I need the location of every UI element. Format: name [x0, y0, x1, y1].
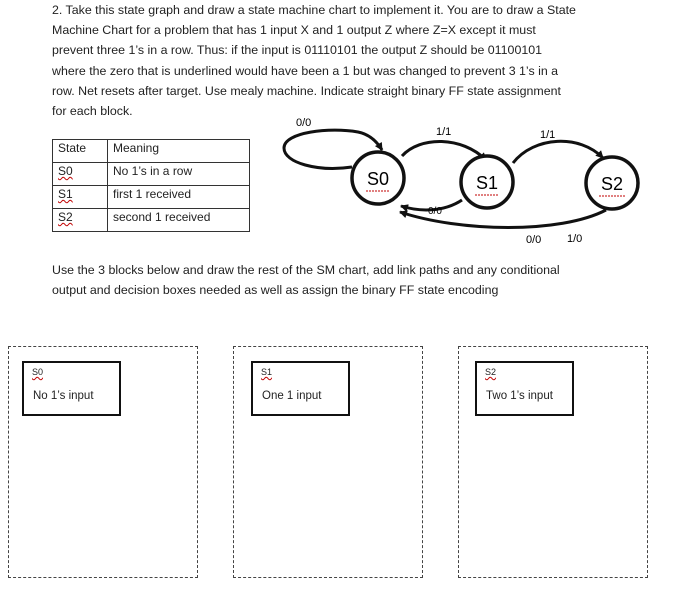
state-box-s0[interactable] [22, 361, 121, 416]
state-circle-label-s1: S1 [475, 173, 499, 193]
edge-s0-to-s1 [402, 141, 486, 160]
label-s2-to-s0-a: 0/0 [526, 234, 542, 246]
state-box-name-s1: S1 [261, 367, 273, 377]
table-meaning-cell: No 1’s in a row [108, 163, 250, 186]
block-s0[interactable] [8, 346, 198, 578]
label-s0-to-s1: 1/1 [436, 126, 452, 138]
table-header-state: State [53, 140, 108, 163]
edge-s1-to-s2 [513, 141, 603, 163]
table-meaning-cell: first 1 received [108, 186, 250, 209]
table-meaning-cell: second 1 received [108, 209, 250, 232]
state-graph [0, 0, 677, 260]
table-state-cell: S2 [58, 210, 73, 224]
problem-line-3: prevent three 1’s in a row. Thus: if the input is 01110101 the output Z should be 01100101 [52, 43, 543, 58]
state-box-label-s0: No 1’s input [33, 390, 94, 402]
problem-line-4: where the zero that is underlined would have been a 1 but was changed to prevent 3 1’s in a [52, 63, 559, 78]
state-box-label-s1: One 1 input [262, 390, 322, 402]
instructions [52, 260, 632, 300]
instruction-line-1: Use the 3 blocks below and draw the rest of the SM chart, add link paths and any conditional [52, 263, 560, 277]
state-circle-label-s0: S0 [366, 169, 390, 189]
problem-line-5: row. Net resets after target. Use mealy machine. Indicate straight binary FF state assignment [52, 83, 561, 98]
block-s1[interactable] [233, 346, 423, 578]
problem-line-6: for each block. [52, 104, 133, 119]
state-box-s2[interactable] [475, 361, 574, 416]
label-s2-to-s0-b: 1/0 [567, 233, 583, 245]
state-box-s1[interactable] [251, 361, 350, 416]
problem-line-2: Machine Chart for a problem that has 1 input X and 1 output Z where Z=X except it must [52, 23, 536, 38]
label-self-loop-s0: 0/0 [296, 117, 312, 129]
state-box-name-s0: S0 [32, 367, 44, 377]
state-circle-label-s2: S2 [600, 174, 624, 194]
problem-line-1: 2. Take this state graph and draw a state machine chart to implement it. You are to draw a State [52, 3, 576, 17]
table-header-meaning: Meaning [108, 140, 250, 163]
label-s1-to-s0: 0/0 [428, 206, 442, 217]
label-s1-to-s2: 1/1 [540, 129, 556, 141]
table-state-cell: S0 [58, 164, 73, 178]
state-box-label-s2: Two 1’s input [486, 390, 553, 402]
block-s2[interactable] [458, 346, 648, 578]
state-box-name-s2: S2 [485, 367, 497, 377]
instruction-line-2: output and decision boxes needed as well as assign the binary FF state encoding [52, 283, 499, 297]
table-state-cell: S1 [58, 187, 73, 201]
